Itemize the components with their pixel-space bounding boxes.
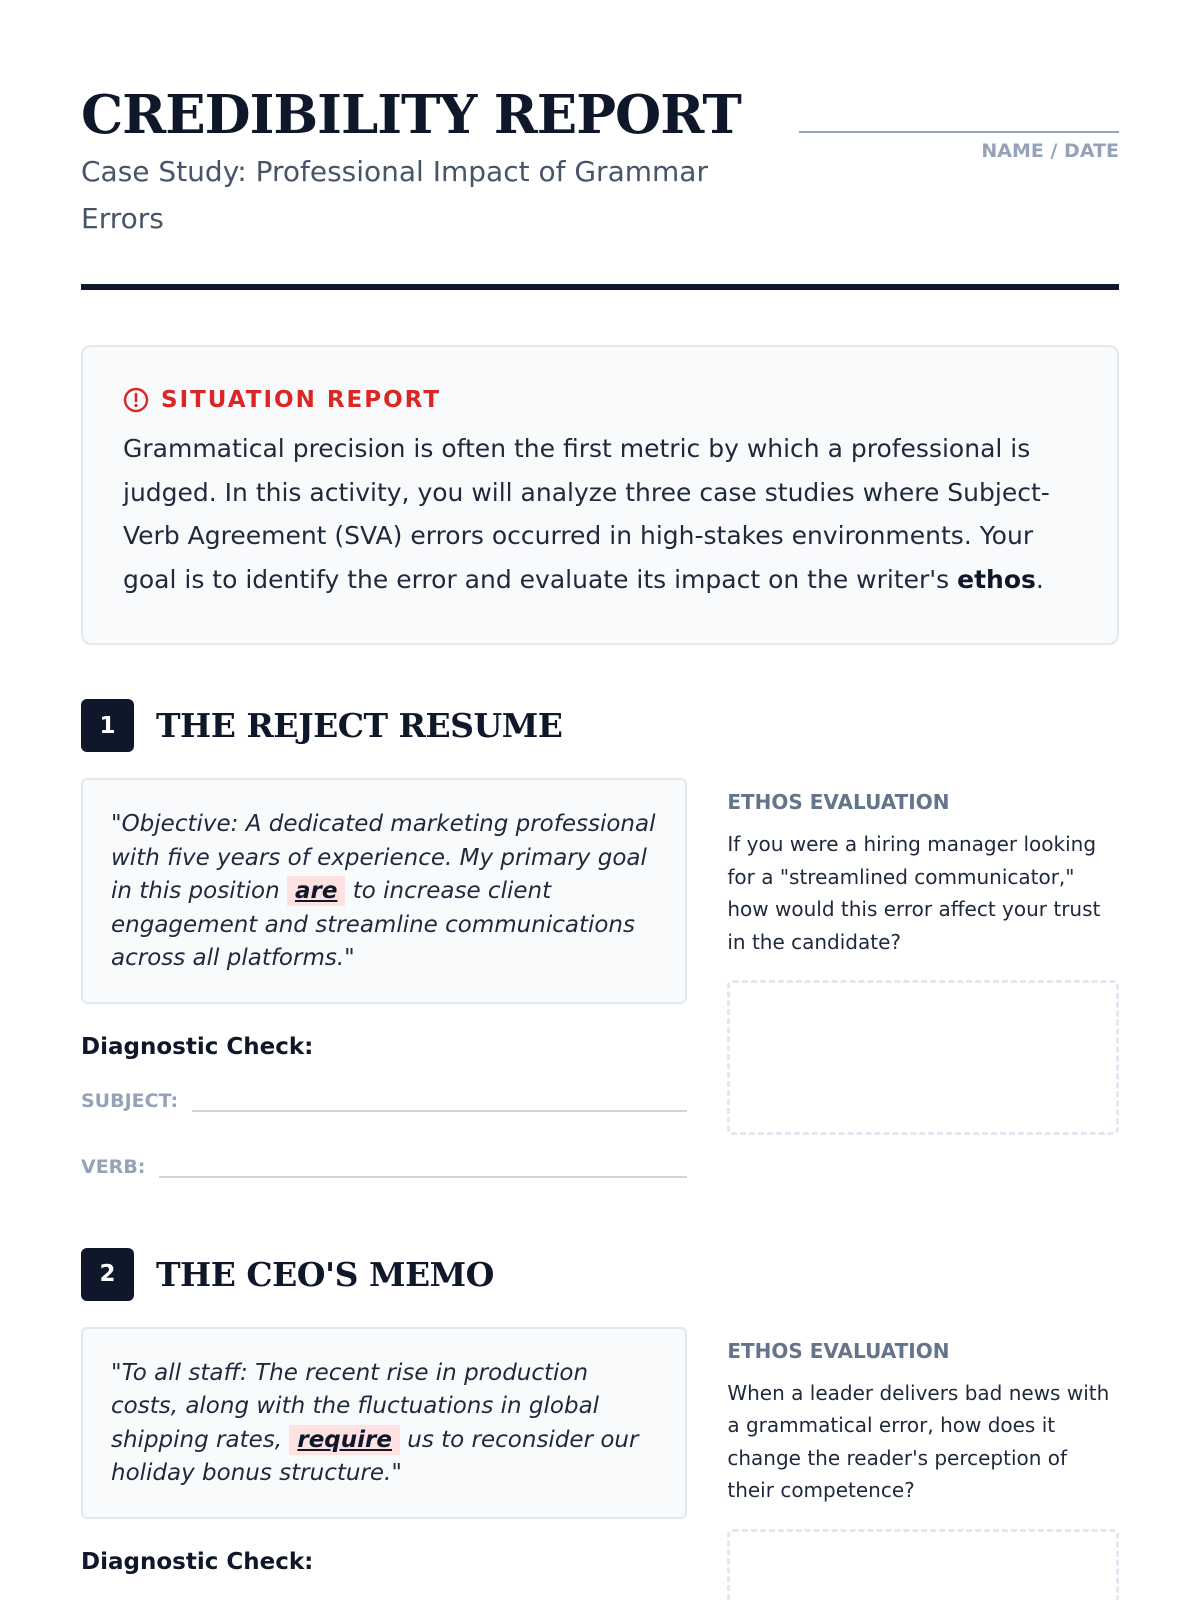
alert-circle-icon [123,387,149,413]
error-highlight: require [289,1425,400,1455]
case-quote [81,778,687,1004]
diagnostic-check-heading: Diagnostic Check: [81,1033,314,1060]
case-header [81,1248,1119,1301]
ethos-answer-box[interactable] [727,980,1119,1135]
verb-label: VERB: [81,1155,146,1178]
case-header [81,699,1119,752]
page-title: CREDIBILITY REPORT [81,84,741,146]
case-quote [81,1327,687,1519]
subject-answer-line[interactable] [192,1086,687,1112]
case-body [81,1327,1119,1600]
case-left-column [81,1327,687,1600]
subject-field-row [81,1086,687,1112]
situation-text-emphasis: ethos [957,564,1036,594]
case-left-column [81,778,687,1178]
case-section-2 [81,1248,1119,1600]
situation-report-text [123,427,1077,601]
error-highlight: are [287,876,345,906]
ethos-evaluation-label: ETHOS EVALUATION [727,790,950,814]
situation-report-title: SITUATION REPORT [161,387,442,413]
situation-text-main: Grammatical precision is often the first metric by which a professional is judged. In this activity, you will analyze three case studies where Subject-Verb Agreement (SVA) errors occurred in high-stakes environments. Your goal is to identify the error and evaluate its impact on the writer's [123,434,1050,594]
ethos-evaluation-label: ETHOS EVALUATION [727,1338,950,1363]
quote-text-start: "To all staff: The recent rise in production costs, along with the fluctuations in global shipping rates, [111,1359,600,1453]
subject-label: SUBJECT: [81,1089,179,1112]
header-title-block [81,84,761,242]
ethos-answer-box[interactable] [727,1529,1119,1600]
case-number-badge: 2 [81,1248,134,1301]
case-number-badge: 1 [81,699,134,752]
case-title: THE CEO'S MEMO [156,1254,494,1294]
situation-report-heading [123,387,1077,413]
name-date-label: NAME / DATE [981,140,1119,162]
case-section-1 [81,699,1119,1178]
quote-text-end: us to reconsider our holiday bonus structure." [111,1426,639,1486]
situation-report-panel [81,345,1119,645]
case-title: THE REJECT RESUME [156,706,563,745]
page-subtitle: Case Study: Professional Impact of Grammar Errors [81,155,708,235]
quote-text-start: "Objective: A dedicated marketing professional with five years of experience. My primary goal in this position [111,811,656,904]
ethos-evaluation-question: If you were a hiring manager looking for a "streamlined communicator," how would this error affect your trust in the candidate? [727,832,1101,954]
situation-text-end: . [1035,564,1044,594]
diagnostic-check-heading: Diagnostic Check: [81,1548,314,1575]
verb-answer-line[interactable] [159,1152,687,1178]
case-body [81,778,1119,1178]
report-header [81,0,1119,290]
case-right-column [727,1327,1119,1600]
ethos-evaluation-question: When a leader delivers bad news with a grammatical error, how does it change the reader's perception of their competence? [727,1380,1110,1502]
name-date-field[interactable] [799,131,1119,133]
verb-field-row [81,1152,687,1178]
quote-text-end: to increase client engagement and streamline communications across all platforms." [111,878,635,971]
case-right-column [727,778,1119,1178]
